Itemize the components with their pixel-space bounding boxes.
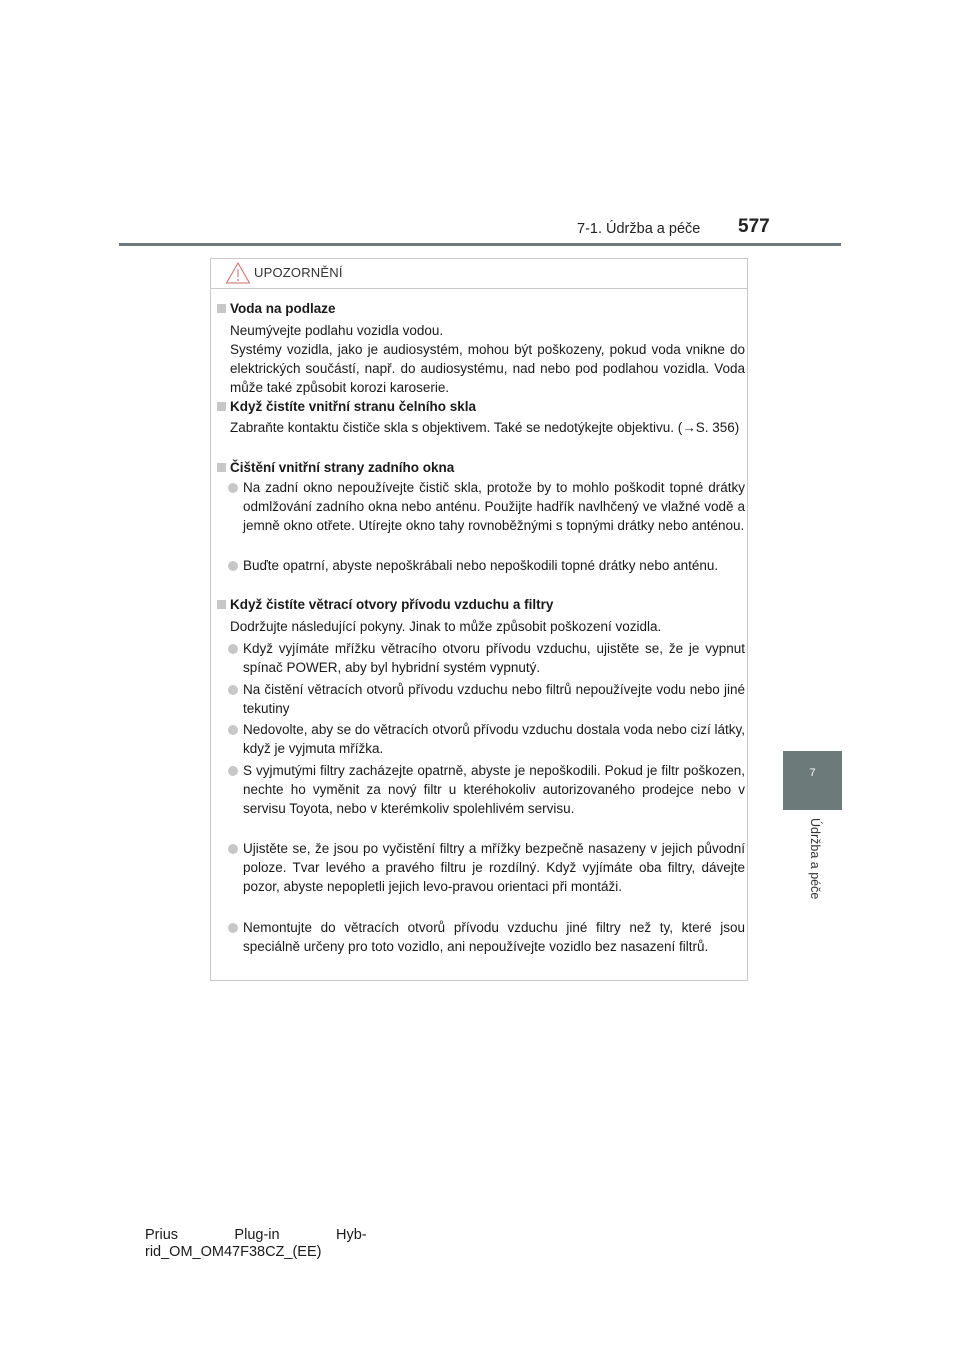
warning-header (211, 259, 747, 289)
square-bullet-icon (217, 304, 226, 313)
warning-box (210, 258, 748, 981)
footer-doc-id (145, 1227, 367, 1261)
chapter-number: 7 (809, 767, 816, 779)
paragraph: Dodržujte následující pokyny. Jinak to může způsobit poškození vozidla. (230, 619, 662, 634)
paragraph: Neumývejte podlahu vozidla vodou. (230, 323, 444, 338)
bullet-icon (228, 923, 238, 933)
page-number: 577 (738, 216, 770, 237)
footer-line-2: rid_OM_OM47F38CZ_(EE) (145, 1244, 322, 1260)
footer-line-1: Prius Plug-in Hyb- (145, 1227, 367, 1243)
bullet-icon (228, 644, 238, 654)
bullet-icon (228, 483, 238, 493)
square-bullet-icon (217, 600, 226, 609)
square-bullet-icon (217, 463, 226, 472)
section-title: 7-1. Údržba a péče (577, 221, 701, 237)
bullet-icon (228, 844, 238, 854)
header-divider (119, 243, 841, 246)
list-item: S vyjmutými filtry zacházejte opatrně, abyste je nepoškodili. Pokud je filtr poškozen, nechte ho vyměnit za nový filtr u kteréhokoliv autorizovaného prodejce nebo v servisu Toyota, nebo v kterémkoliv spolehlivém servisu. (243, 763, 745, 816)
bullet-icon (228, 766, 238, 776)
bullet-icon (228, 725, 238, 735)
list-item: Buďte opatrní, abyste nepoškrábali nebo nepoškodili topné drátky nebo anténu. (243, 558, 719, 573)
chapter-tab (783, 751, 842, 810)
bullet-icon (228, 685, 238, 695)
list-item: Nemontujte do větracích otvorů přívodu vzduchu jiné filtry než ty, které jsou speciálně určeny pro toto vozidlo, ani nepoužívejte vozidlo bez nasazení filtrů. (243, 920, 745, 954)
square-bullet-icon (217, 402, 226, 411)
warning-title: UPOZORNĚNÍ (254, 265, 343, 280)
list-item: Nedovolte, aby se do větracích otvorů přívodu vzduchu dostala voda nebo cizí látky, když je vyjmuta mřížka. (243, 722, 745, 756)
paragraph: Systémy vozidla, jako je audiosystém, mohou být poškozeny, pokud voda vnikne do elektrických součástí, např. do audiosystému, nad nebo pod podlahou vozidla. Voda může také způsobit korozi karoserie. (230, 342, 745, 395)
section-heading: Když čistíte vnitřní stranu čelního skla (217, 398, 476, 416)
chapter-label: Údržba a péče (808, 818, 822, 900)
section-heading: Čištění vnitřní strany zadního okna (217, 459, 454, 477)
list-item: Když vyjímáte mřížku větracího otvoru přívodu vzduchu, ujistěte se, že je vypnut spínač POWER, aby byl hybridní systém vypnutý. (243, 641, 745, 675)
bullet-icon (228, 561, 238, 571)
list-item: Na zadní okno nepoužívejte čistič skla, protože by to mohlo poškodit topné drátky odmlžování zadního okna nebo anténu. Použijte hadřík navlhčený ve vlažné vodě a jemně okno otřete. Utírejte okno tahy rovnoběžnými s topnými drátky nebo anténou. (243, 480, 745, 533)
list-item: Ujistěte se, že jsou po vyčistění filtry a mřížky bezpečně nasazeny v jejich původní poloze. Tvar levého a pravého filtru je rozdílný. Když vyjímáte oba filtry, dávejte pozor, abyste nepopletli jejich levo-pravou orientaci při montáži. (243, 841, 745, 894)
section-heading: Voda na podlaze (217, 300, 336, 318)
paragraph: Zabraňte kontaktu čističe skla s objektivem. Také se nedotýkejte objektivu. (→S. 356) (230, 420, 740, 435)
list-item: Na čistění větracích otvorů přívodu vzduchu nebo filtrů nepoužívejte vodu nebo jiné tekutiny (243, 682, 745, 716)
warning-triangle-icon (225, 261, 251, 290)
section-heading: Když čistíte větrací otvory přívodu vzduchu a filtry (217, 596, 553, 614)
